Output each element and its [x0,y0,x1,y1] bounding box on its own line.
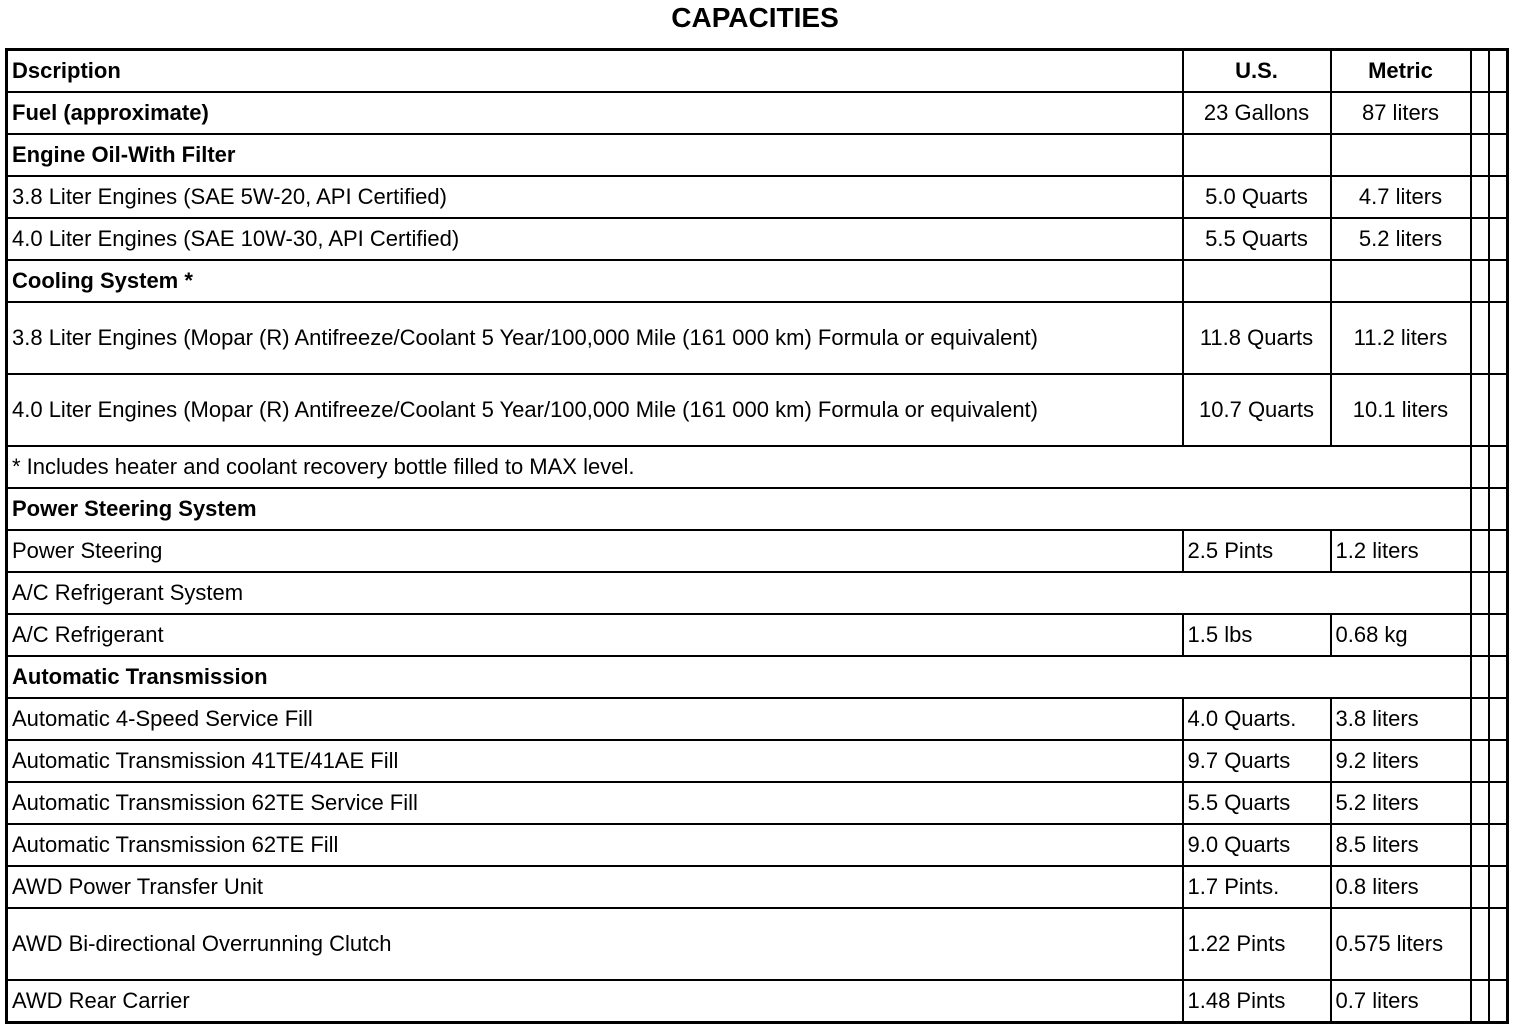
blank-cell [1471,614,1489,656]
blank-cell [1489,488,1508,530]
blank-cell [1471,782,1489,824]
header-metric: Metric [1331,50,1471,93]
row-description: Power Steering [7,530,1183,572]
row-description: Fuel (approximate) [7,92,1183,134]
row-us-value: 4.0 Quarts. [1183,698,1331,740]
row-description: A/C Refrigerant [7,614,1183,656]
blank-cell [1489,698,1508,740]
empty-cell [1183,134,1331,176]
empty-cell [1183,260,1331,302]
row-metric-value: 0.7 liters [1331,980,1471,1023]
blank-cell [1489,302,1508,374]
row-metric-value: 87 liters [1331,92,1471,134]
blank-cell [1489,908,1508,980]
section-heading: Automatic Transmission [7,656,1471,698]
empty-cell [1331,134,1471,176]
row-metric-value: 0.575 liters [1331,908,1471,980]
table-row [7,908,1508,980]
row-description: AWD Power Transfer Unit [7,866,1183,908]
table-row [7,698,1508,740]
row-description: 3.8 Liter Engines (Mopar (R) Antifreeze/Coolant 5 Year/100,000 Mile (161 000 km) Formula or equivalent) [7,302,1183,374]
row-metric-value: 0.8 liters [1331,866,1471,908]
row-metric-value: 8.5 liters [1331,824,1471,866]
row-us-value: 1.5 lbs [1183,614,1331,656]
row-description: AWD Bi-directional Overrunning Clutch [7,908,1183,980]
section-row [7,260,1508,302]
row-metric-value: 10.1 liters [1331,374,1471,446]
blank-cell [1489,50,1508,93]
blank-cell [1471,218,1489,260]
row-description: Automatic Transmission 62TE Service Fill [7,782,1183,824]
row-description: AWD Rear Carrier [7,980,1183,1023]
header-us: U.S. [1183,50,1331,93]
blank-cell [1489,824,1508,866]
blank-cell [1471,374,1489,446]
row-us-value: 5.0 Quarts [1183,176,1331,218]
blank-cell [1489,782,1508,824]
section-row [7,656,1508,698]
blank-cell [1489,134,1508,176]
blank-cell [1471,572,1489,614]
section-heading: Engine Oil-With Filter [7,134,1183,176]
blank-cell [1489,614,1508,656]
blank-cell [1489,446,1508,488]
table-row [7,980,1508,1023]
blank-cell [1471,446,1489,488]
blank-cell [1471,488,1489,530]
table-row [7,92,1508,134]
table-row [7,530,1508,572]
row-us-value: 1.22 Pints [1183,908,1331,980]
table-row [7,176,1508,218]
table-row [7,302,1508,374]
row-us-value: 1.7 Pints. [1183,866,1331,908]
blank-cell [1471,302,1489,374]
section-heading: Cooling System * [7,260,1183,302]
blank-cell [1471,824,1489,866]
blank-cell [1489,656,1508,698]
blank-cell [1471,980,1489,1023]
row-description: Automatic 4-Speed Service Fill [7,698,1183,740]
blank-cell [1489,740,1508,782]
row-metric-value: 0.68 kg [1331,614,1471,656]
row-metric-value: 11.2 liters [1331,302,1471,374]
section-row [7,572,1508,614]
footnote: * Includes heater and coolant recovery bottle filled to MAX level. [7,446,1471,488]
blank-cell [1471,656,1489,698]
row-description: 4.0 Liter Engines (SAE 10W-30, API Certified) [7,218,1183,260]
table-header-row [7,50,1508,93]
row-us-value: 10.7 Quarts [1183,374,1331,446]
blank-cell [1489,530,1508,572]
row-metric-value: 9.2 liters [1331,740,1471,782]
section-row [7,488,1508,530]
blank-cell [1471,92,1489,134]
table-row [7,614,1508,656]
blank-cell [1489,572,1508,614]
row-metric-value: 4.7 liters [1331,176,1471,218]
note-row [7,446,1508,488]
page-title: CAPACITIES [671,2,839,33]
row-us-value: 11.8 Quarts [1183,302,1331,374]
row-us-value: 5.5 Quarts [1183,782,1331,824]
blank-cell [1489,218,1508,260]
row-us-value: 9.7 Quarts [1183,740,1331,782]
table-row [7,374,1508,446]
row-metric-value: 3.8 liters [1331,698,1471,740]
header-description: Dscription [7,50,1183,93]
row-description: 4.0 Liter Engines (Mopar (R) Antifreeze/Coolant 5 Year/100,000 Mile (161 000 km) Formula or equivalent) [7,374,1183,446]
row-description: 3.8 Liter Engines (SAE 5W-20, API Certified) [7,176,1183,218]
blank-cell [1489,866,1508,908]
blank-cell [1489,260,1508,302]
row-metric-value: 5.2 liters [1331,218,1471,260]
blank-cell [1489,92,1508,134]
blank-cell [1471,176,1489,218]
blank-cell [1489,374,1508,446]
table-row [7,782,1508,824]
blank-cell [1489,980,1508,1023]
row-us-value: 1.48 Pints [1183,980,1331,1023]
row-description: Automatic Transmission 41TE/41AE Fill [7,740,1183,782]
row-metric-value: 5.2 liters [1331,782,1471,824]
table-row [7,218,1508,260]
blank-cell [1489,176,1508,218]
section-heading: A/C Refrigerant System [7,572,1471,614]
table-row [7,824,1508,866]
table-row [7,740,1508,782]
blank-cell [1471,50,1489,93]
row-us-value: 5.5 Quarts [1183,218,1331,260]
capacities-table [5,48,1509,1024]
table-row [7,866,1508,908]
blank-cell [1471,908,1489,980]
blank-cell [1471,134,1489,176]
row-metric-value: 1.2 liters [1331,530,1471,572]
empty-cell [1331,260,1471,302]
row-us-value: 23 Gallons [1183,92,1331,134]
blank-cell [1471,866,1489,908]
blank-cell [1471,740,1489,782]
blank-cell [1471,698,1489,740]
blank-cell [1471,260,1489,302]
row-us-value: 2.5 Pints [1183,530,1331,572]
section-heading: Power Steering System [7,488,1471,530]
row-description: Automatic Transmission 62TE Fill [7,824,1183,866]
row-us-value: 9.0 Quarts [1183,824,1331,866]
section-row [7,134,1508,176]
blank-cell [1471,530,1489,572]
